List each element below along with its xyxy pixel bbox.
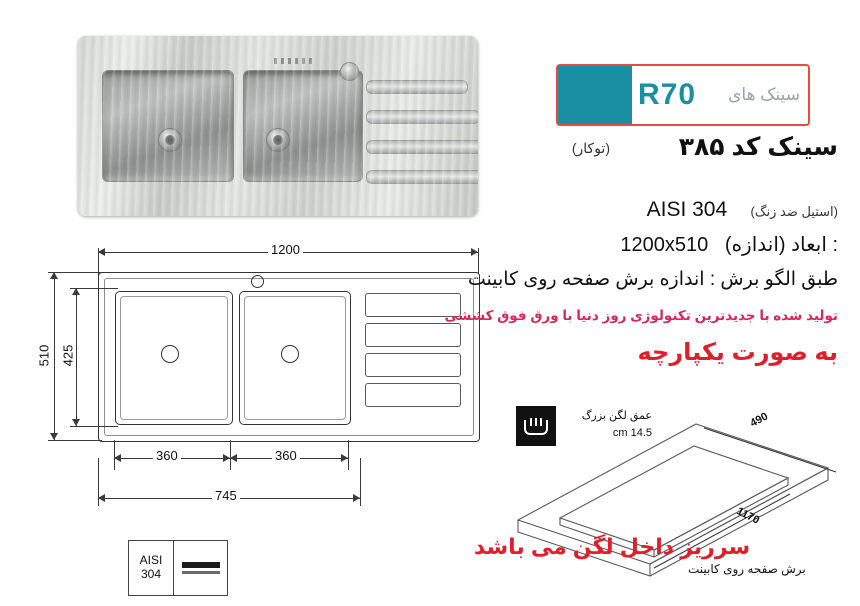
ext-line	[48, 440, 102, 441]
dim-label-inner-height: 425	[60, 342, 75, 370]
material-legend-line1: AISI	[139, 553, 163, 568]
bowl-depth-label: عمق لگن بزرگ	[581, 410, 652, 422]
bowl-depth-value: 14.5 cm	[612, 426, 652, 439]
dimensions-label: : ابعاد (اندازه)	[724, 234, 838, 256]
plan-faucet-hole-icon	[251, 275, 264, 288]
photo-drainboard-groove	[366, 110, 478, 124]
material-legend-text	[129, 541, 174, 595]
plan-drainboard-groove	[365, 383, 461, 407]
dim-arrow	[72, 419, 80, 426]
dim-line-510	[54, 272, 55, 440]
steel-bar-icon	[182, 562, 220, 568]
dimensions-value: 1200x510	[620, 234, 709, 256]
dim-arrow	[341, 454, 348, 462]
plan-drain-right-icon	[281, 345, 299, 363]
iso-caption: برش صفحه روی کابینت	[688, 562, 806, 576]
dim-label-outer-height: 510	[36, 342, 51, 370]
material-line	[398, 198, 838, 222]
countertop-cut-sketch	[498, 392, 848, 592]
photo-drain-right-icon	[266, 128, 290, 152]
dim-label-bowl-right: 360	[272, 448, 300, 463]
mount-type-label: (توکار)	[571, 140, 610, 156]
dim-arrow	[223, 454, 230, 462]
dim-label-overall-width: 1200	[268, 242, 303, 257]
technology-line: تولید شده با جدیدترین تکنولوژی روز دنیا با ورق فوق کششی	[444, 308, 838, 323]
overflow-note: سرریز داخل لگن می باشد	[473, 534, 751, 559]
model-badge-tab	[558, 66, 632, 124]
plan-drain-left-icon	[161, 345, 179, 363]
dim-arrow	[230, 454, 237, 462]
material-legend-swatch	[174, 541, 227, 595]
photo-drain-left-icon	[158, 128, 182, 152]
dim-label-bowl-left: 360	[153, 448, 181, 463]
photo-drainboard-groove	[366, 80, 468, 94]
series-label: سینک های	[728, 85, 800, 104]
dim-arrow	[353, 494, 360, 502]
dim-arrow	[98, 494, 105, 502]
ext-line	[348, 440, 349, 470]
material-note: (استیل ضد زنگ)	[750, 204, 838, 219]
material-legend-box	[128, 540, 228, 596]
photo-drainboard-groove	[366, 170, 478, 184]
photo-faucet-hole	[340, 62, 359, 81]
dim-arrow	[50, 433, 58, 440]
dim-arrow	[72, 288, 80, 295]
dim-arrow	[98, 248, 105, 256]
iso-width-label: 490	[748, 410, 771, 430]
dim-arrow	[50, 272, 58, 279]
photo-bowl-right	[243, 70, 363, 182]
steel-bar-thin-icon	[182, 571, 220, 574]
dimensions-line	[398, 232, 838, 257]
material-code: AISI 304	[646, 198, 728, 221]
ext-line	[360, 458, 361, 506]
material-legend-line2: 304	[140, 567, 162, 581]
dim-arrow	[114, 454, 121, 462]
cut-pattern-line: طبق الگو برش : اندازه برش صفحه روی کابینت	[467, 269, 838, 290]
dim-label-bowls-total: 745	[212, 488, 240, 503]
photo-bowl-left	[102, 70, 234, 182]
sink-product-photo	[78, 36, 478, 216]
ext-line	[70, 426, 118, 427]
page-title: سینک کد ۳۸۵	[678, 133, 838, 161]
model-badge	[556, 64, 810, 126]
ext-line	[48, 272, 102, 273]
ext-line	[70, 288, 118, 289]
iso-length-label: 1170	[734, 505, 762, 527]
model-code: R70	[638, 78, 697, 111]
photo-tap-marks	[274, 58, 316, 64]
dim-line-425	[76, 288, 77, 426]
one-piece-line: به صورت یکپارچه	[637, 339, 838, 366]
